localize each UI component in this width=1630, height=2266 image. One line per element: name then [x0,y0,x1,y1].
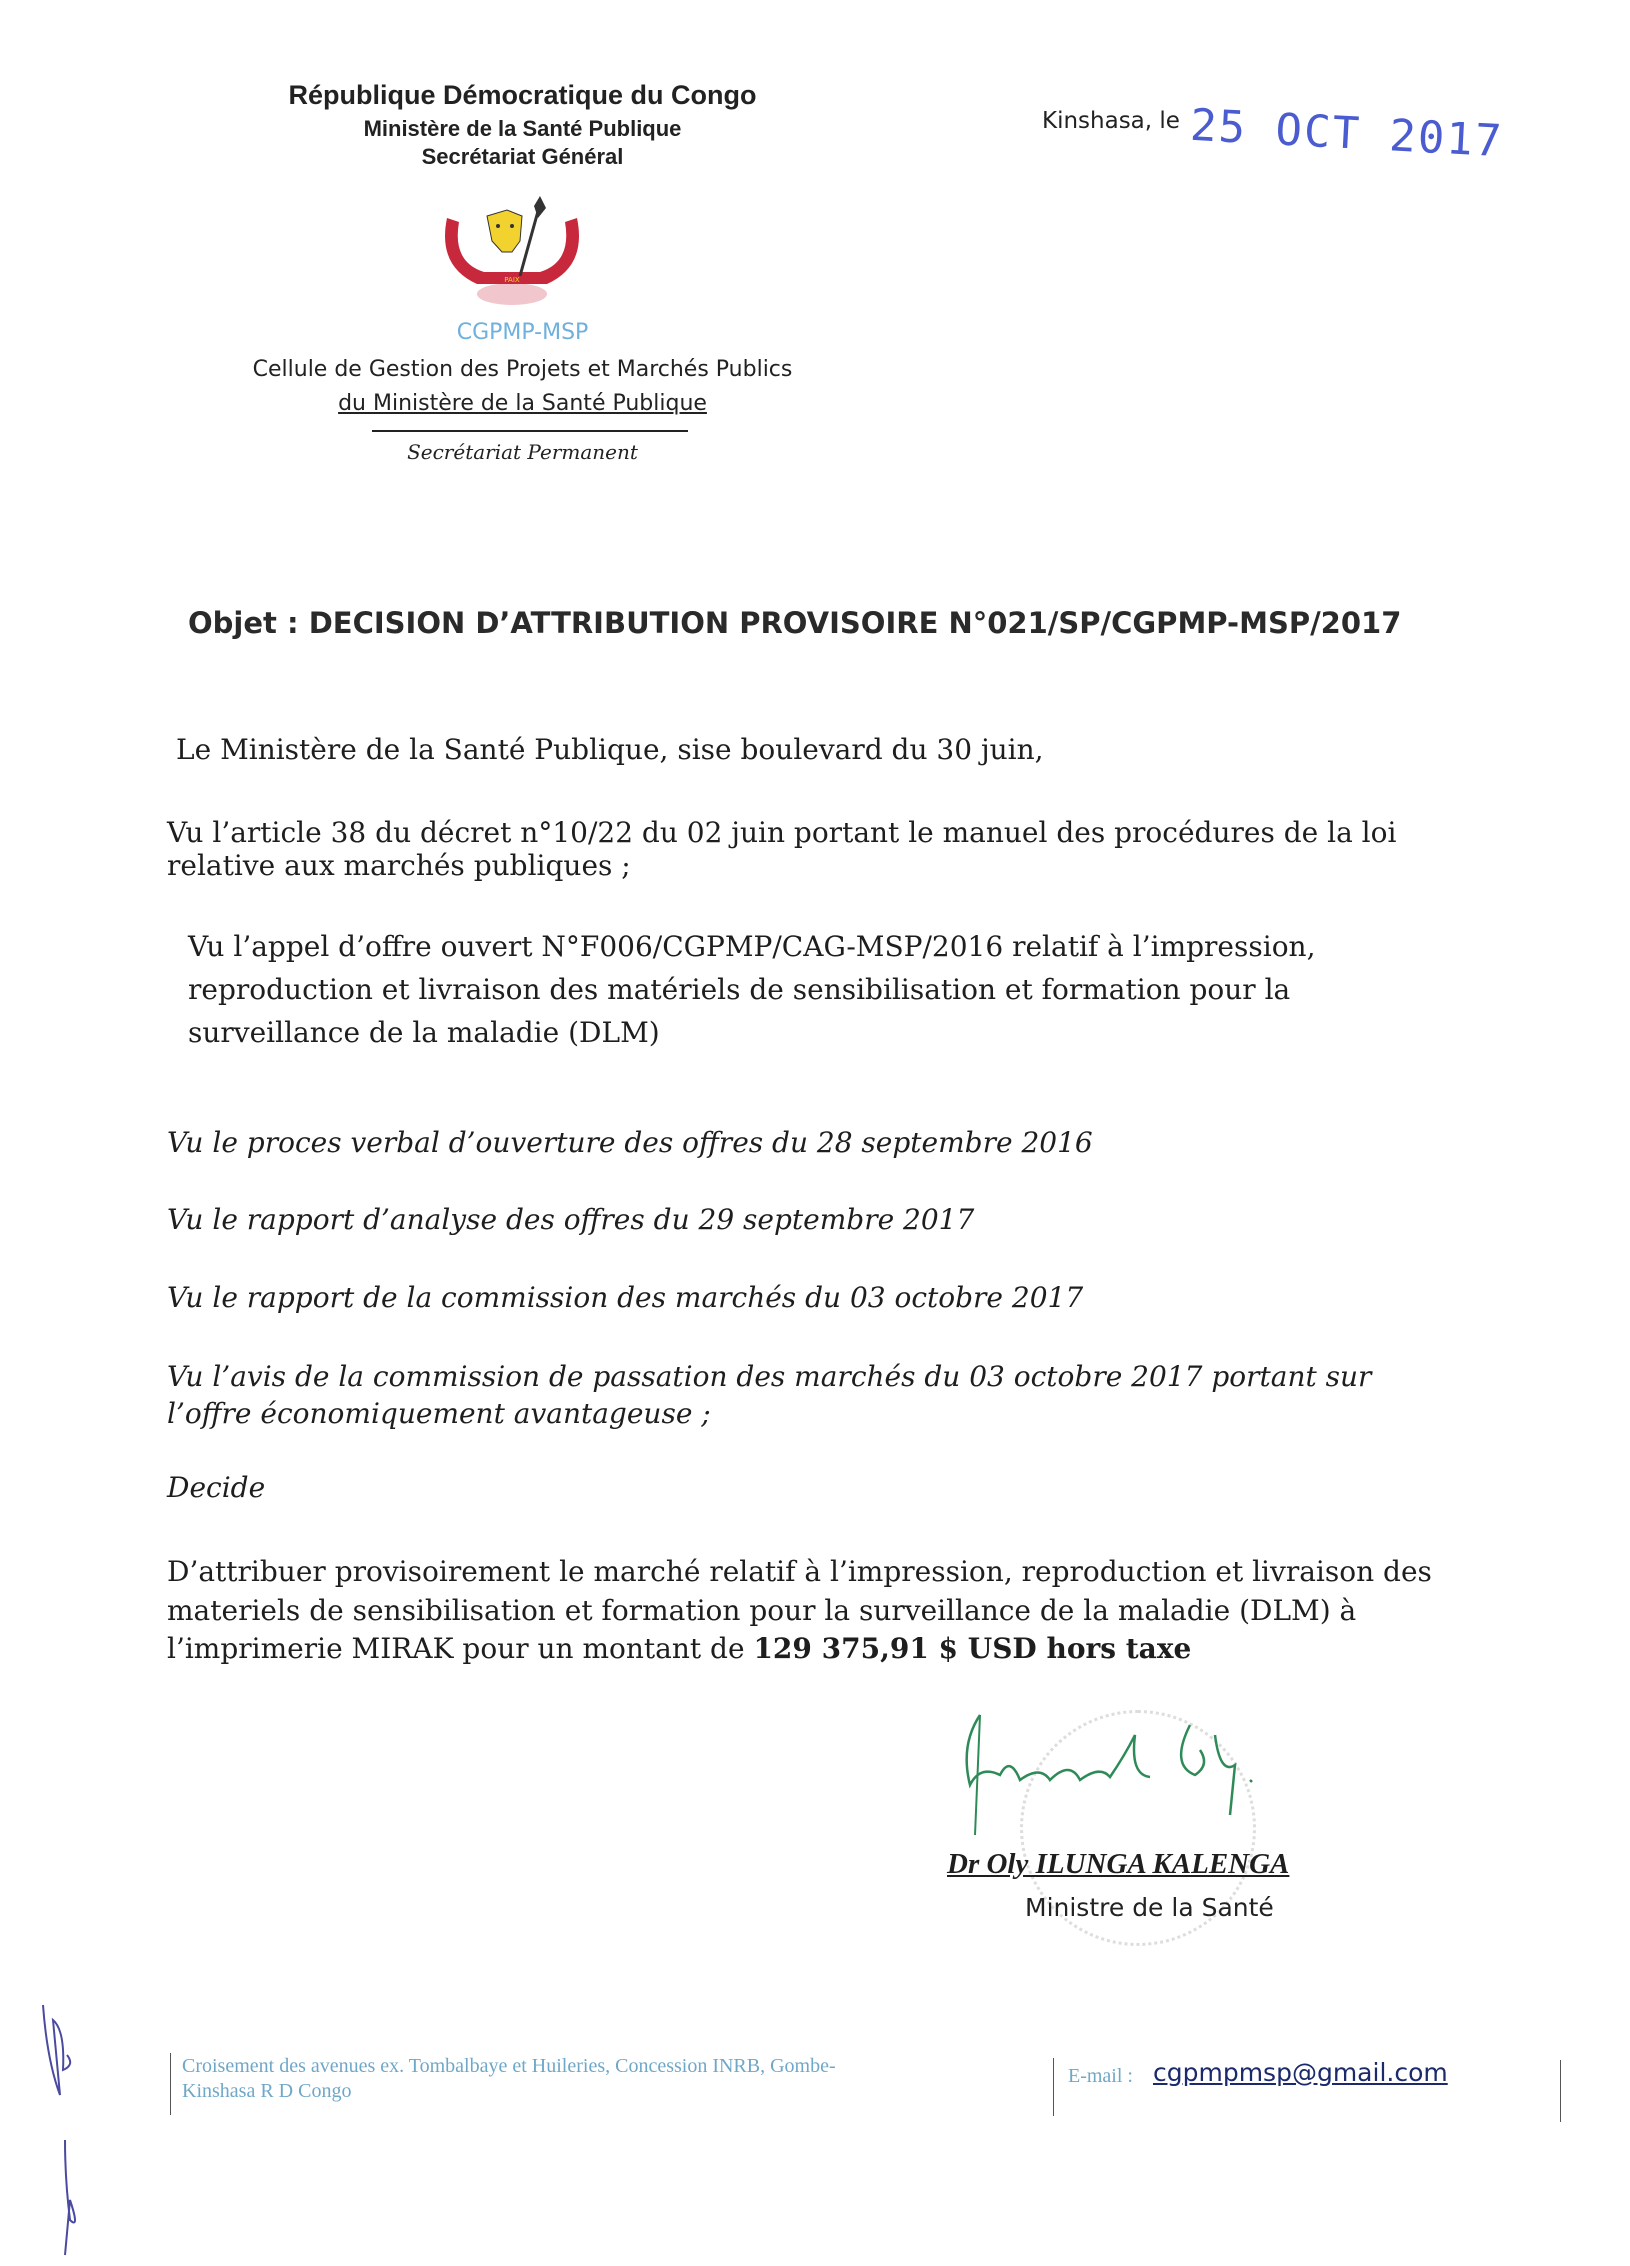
unit-acronym: CGPMP-MSP [456,320,589,345]
paragraph-tender-l3: surveillance de la maladie (DLM) [188,1016,660,1049]
award-text: l’imprimerie MIRAK pour un montant de [167,1632,745,1665]
footer-divider-left [170,2053,171,2115]
subject-line [188,606,1401,640]
signatory-title: Ministre de la Santé [1025,1893,1274,1922]
decide-heading: Decide [167,1471,266,1504]
paragraph-commission-report: Vu le rapport de la commission des marchés du 03 octobre 2017 [167,1281,1084,1314]
subject-label: Objet : [188,606,299,640]
ministry-name: Ministère de la Santé Publique [363,116,682,141]
signatory-name: Dr Oly ILUNGA KALENGA [947,1848,1290,1880]
footer-email-link[interactable]: cgpmpmsp@gmail.com [1153,2058,1448,2087]
emblem-motto: PAIX [504,276,520,284]
paragraph-award-l3 [167,1632,1191,1665]
paragraph-opening-minutes: Vu le proces verbal d’ouverture des offres du 28 septembre 2016 [167,1126,1093,1159]
date-place: Kinshasa, le [1042,108,1180,134]
subject-text: DECISION D’ATTRIBUTION PROVISOIRE N°021/SP/CGPMP-MSP/2017 [308,606,1402,640]
country-name: République Démocratique du Congo [288,80,757,110]
footer-divider-right [1560,2060,1561,2122]
paragraph-award-l2: materiels de sensibilisation et formation pour la surveillance de la maladie (DLM) à [167,1594,1357,1627]
paragraph-award-l1: D’attribuer provisoirement le marché relatif à l’impression, reproduction et livraison des [167,1555,1432,1588]
unit-ministry-wrap [260,391,785,416]
unit-ministry: du Ministère de la Santé Publique [338,391,707,416]
footer-address-l1: Croisement des avenues ex. Tombalbaye et Huileries, Concession INRB, Gombe- [182,2055,836,2077]
footer-divider-mid [1053,2058,1054,2116]
secretariat-name: Secrétariat Général [421,144,624,169]
paragraph-tender-l1: Vu l’appel d’offre ouvert N°F006/CGPMP/CAG-MSP/2016 relatif à l’impression, [188,930,1316,963]
margin-initials [35,2000,95,2264]
footer-email-label: E-mail : [1068,2065,1133,2087]
paragraph-commission-opinion-l1: Vu l’avis de la commission de passation des marchés du 03 octobre 2017 portant sur [167,1360,1372,1393]
award-amount: 129 375,91 $ USD hors taxe [753,1632,1192,1665]
paragraph-tender-l2: reproduction et livraison des matériels de sensibilisation et formation pour la [188,973,1291,1006]
unit-office: Secrétariat Permanent [407,440,638,464]
paragraph-ministry: Le Ministère de la Santé Publique, sise boulevard du 30 juin, [176,733,1044,766]
footer-address-l2: Kinshasa R D Congo [182,2080,352,2102]
paragraph-commission-opinion-l2: l’offre économiquement avantageuse ; [167,1397,711,1430]
coat-of-arms-emblem [432,196,602,306]
paragraph-decree-l1: Vu l’article 38 du décret n°10/22 du 02 juin portant le manuel des procédures de la loi [167,816,1397,849]
handwritten-signature [950,1705,1350,1849]
date-stamp: 25 OCT 2017 [1188,99,1505,168]
paragraph-analysis-report: Vu le rapport d’analyse des offres du 29 septembre 2017 [167,1203,975,1236]
unit-name: Cellule de Gestion des Projets et Marchés Publics [252,357,793,382]
paragraph-decree-l2: relative aux marchés publiques ; [167,849,631,882]
header-divider [372,430,688,432]
